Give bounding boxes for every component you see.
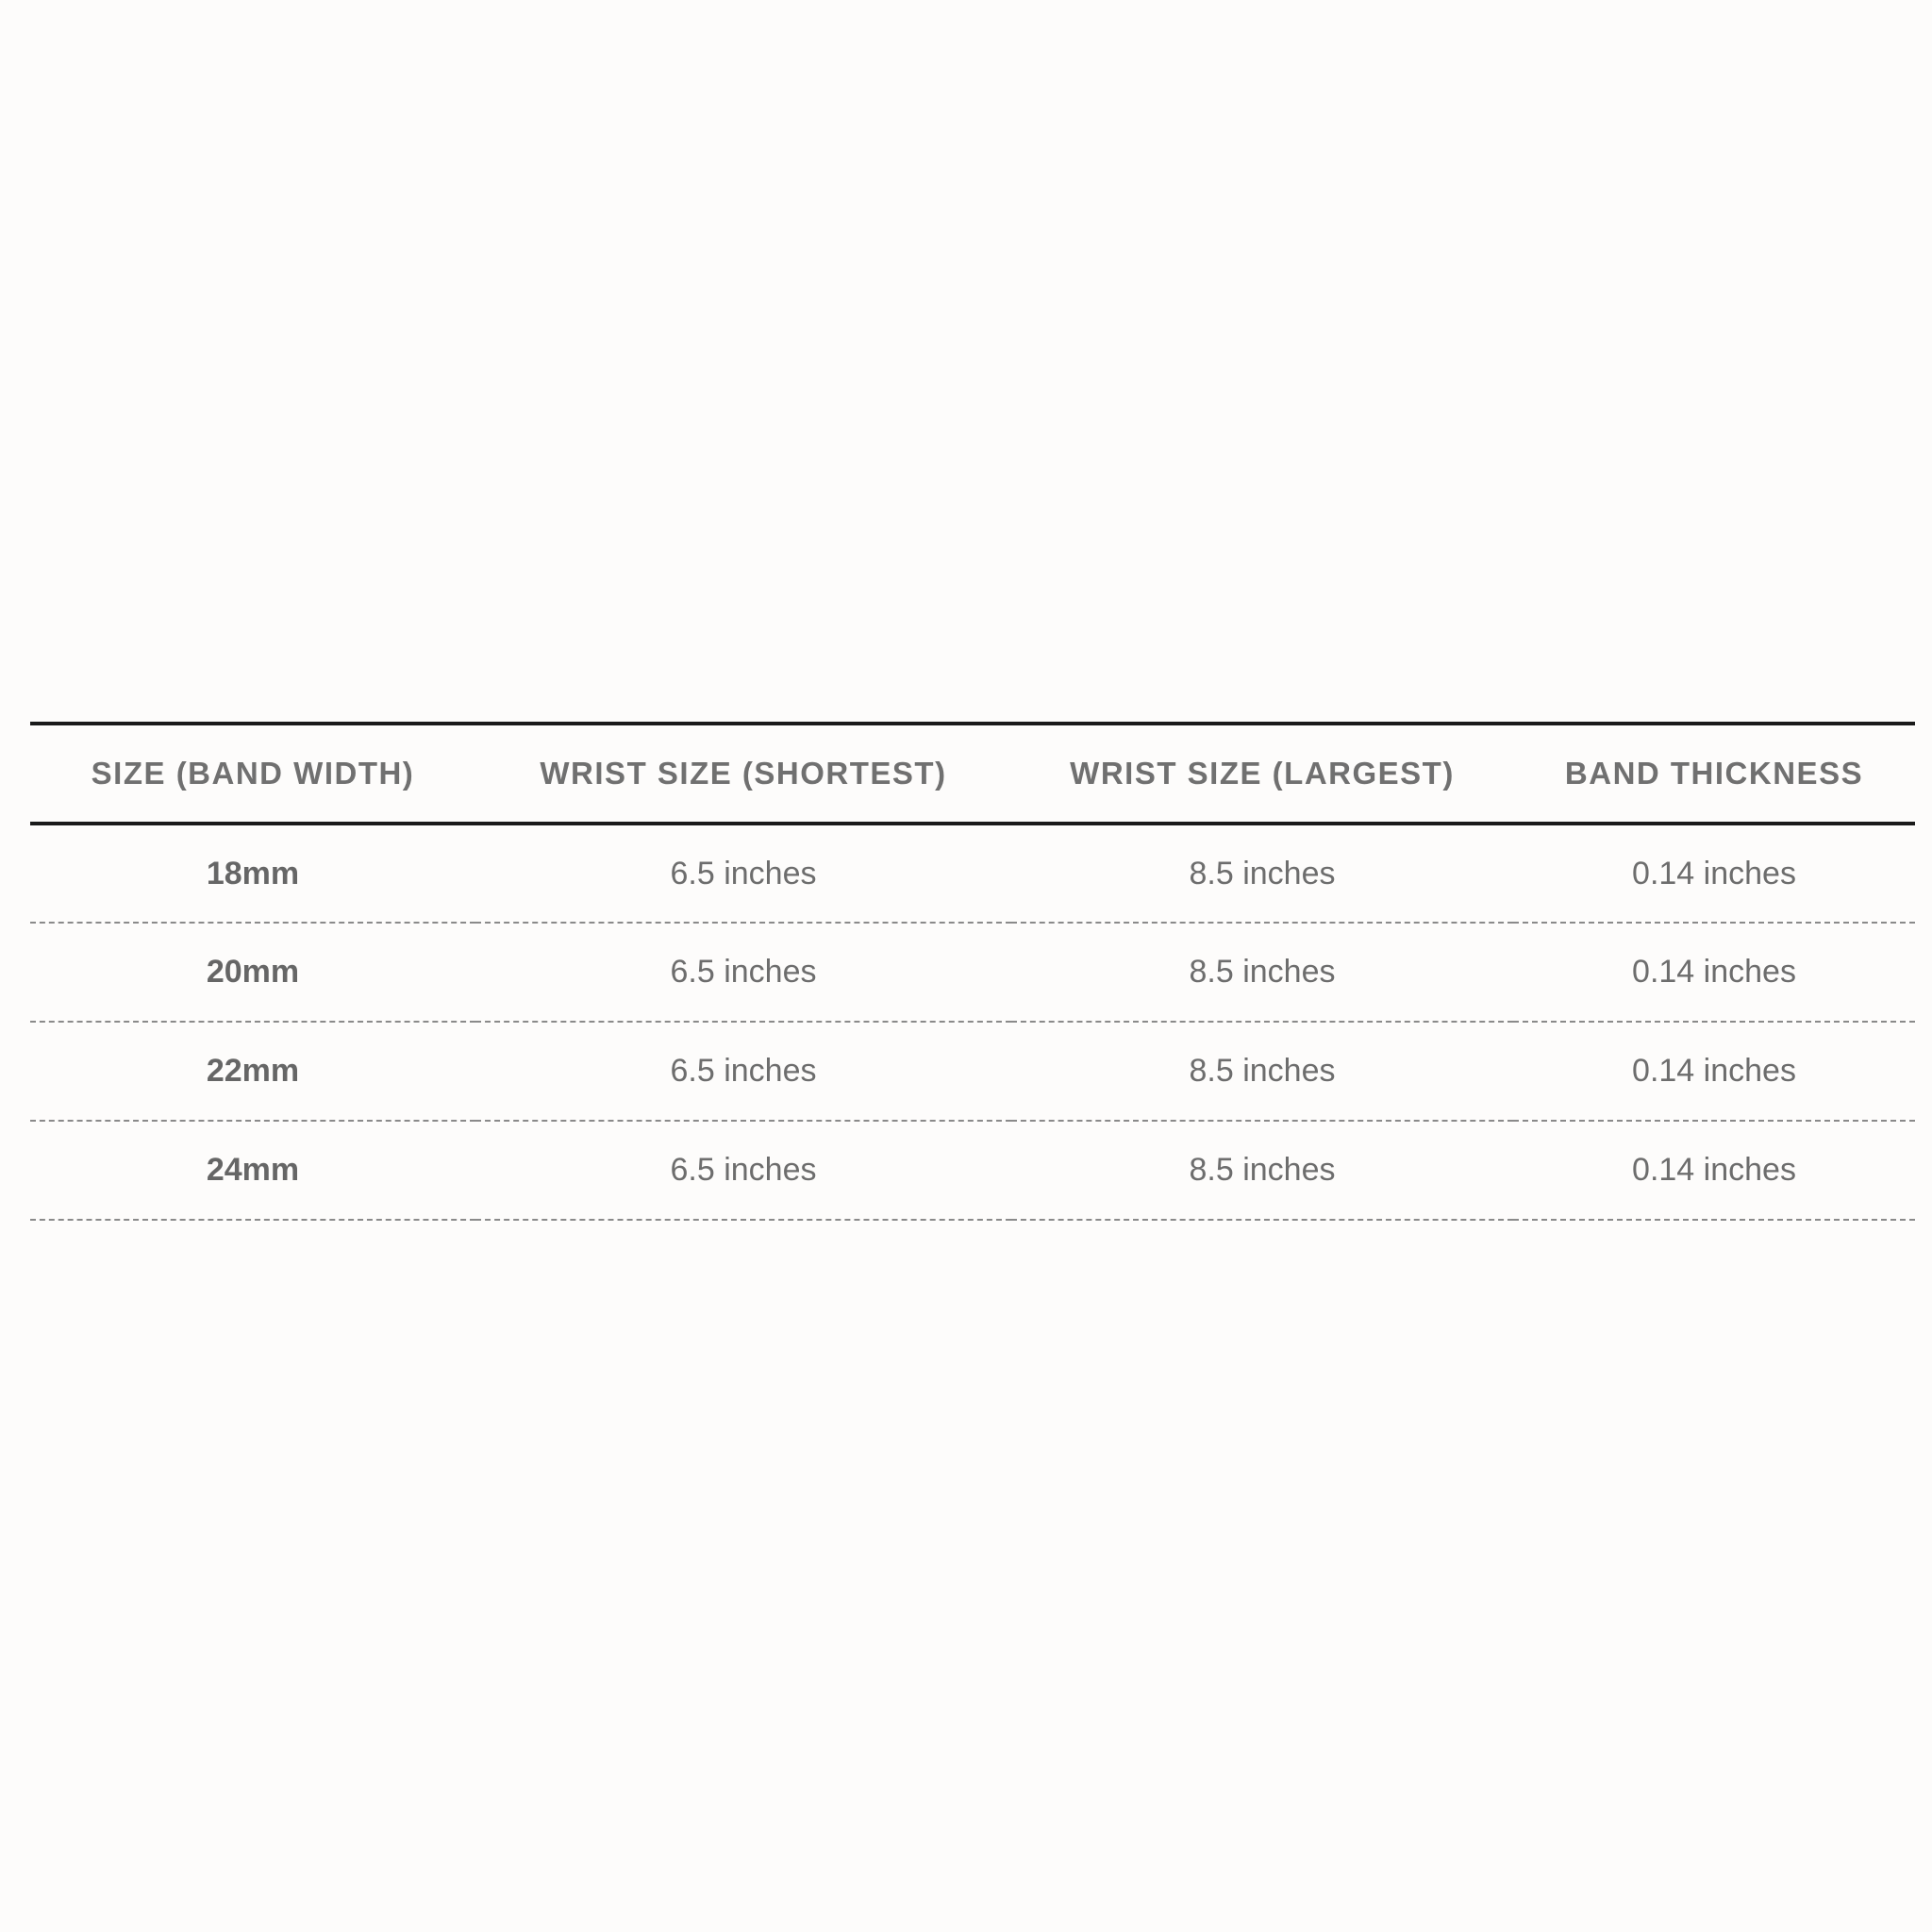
band-size-table bbox=[30, 722, 1915, 1221]
header-row bbox=[30, 724, 1915, 824]
header-wrist-size-largest: WRIST SIZE (LARGEST) bbox=[1011, 724, 1513, 824]
table-header bbox=[30, 724, 1915, 824]
table-row bbox=[30, 824, 1915, 923]
size-cell: 24mm bbox=[30, 1121, 475, 1220]
size-cell: 20mm bbox=[30, 923, 475, 1022]
table-row bbox=[30, 1022, 1915, 1121]
table-row bbox=[30, 923, 1915, 1022]
table-row bbox=[30, 1121, 1915, 1220]
table-body bbox=[30, 824, 1915, 1220]
band-thickness-cell: 0.14 inches bbox=[1513, 1121, 1915, 1220]
wrist-shortest-cell: 6.5 inches bbox=[475, 1022, 1011, 1121]
wrist-shortest-cell: 6.5 inches bbox=[475, 1121, 1011, 1220]
band-thickness-cell: 0.14 inches bbox=[1513, 824, 1915, 923]
size-cell: 18mm bbox=[30, 824, 475, 923]
header-wrist-size-shortest: WRIST SIZE (SHORTEST) bbox=[475, 724, 1011, 824]
wrist-largest-cell: 8.5 inches bbox=[1011, 1022, 1513, 1121]
wrist-largest-cell: 8.5 inches bbox=[1011, 824, 1513, 923]
wrist-largest-cell: 8.5 inches bbox=[1011, 1121, 1513, 1220]
header-size-band-width: SIZE (BAND WIDTH) bbox=[30, 724, 475, 824]
wrist-largest-cell: 8.5 inches bbox=[1011, 923, 1513, 1022]
wrist-shortest-cell: 6.5 inches bbox=[475, 824, 1011, 923]
band-thickness-cell: 0.14 inches bbox=[1513, 923, 1915, 1022]
header-band-thickness: BAND THICKNESS bbox=[1513, 724, 1915, 824]
wrist-shortest-cell: 6.5 inches bbox=[475, 923, 1011, 1022]
size-cell: 22mm bbox=[30, 1022, 475, 1121]
band-thickness-cell: 0.14 inches bbox=[1513, 1022, 1915, 1121]
